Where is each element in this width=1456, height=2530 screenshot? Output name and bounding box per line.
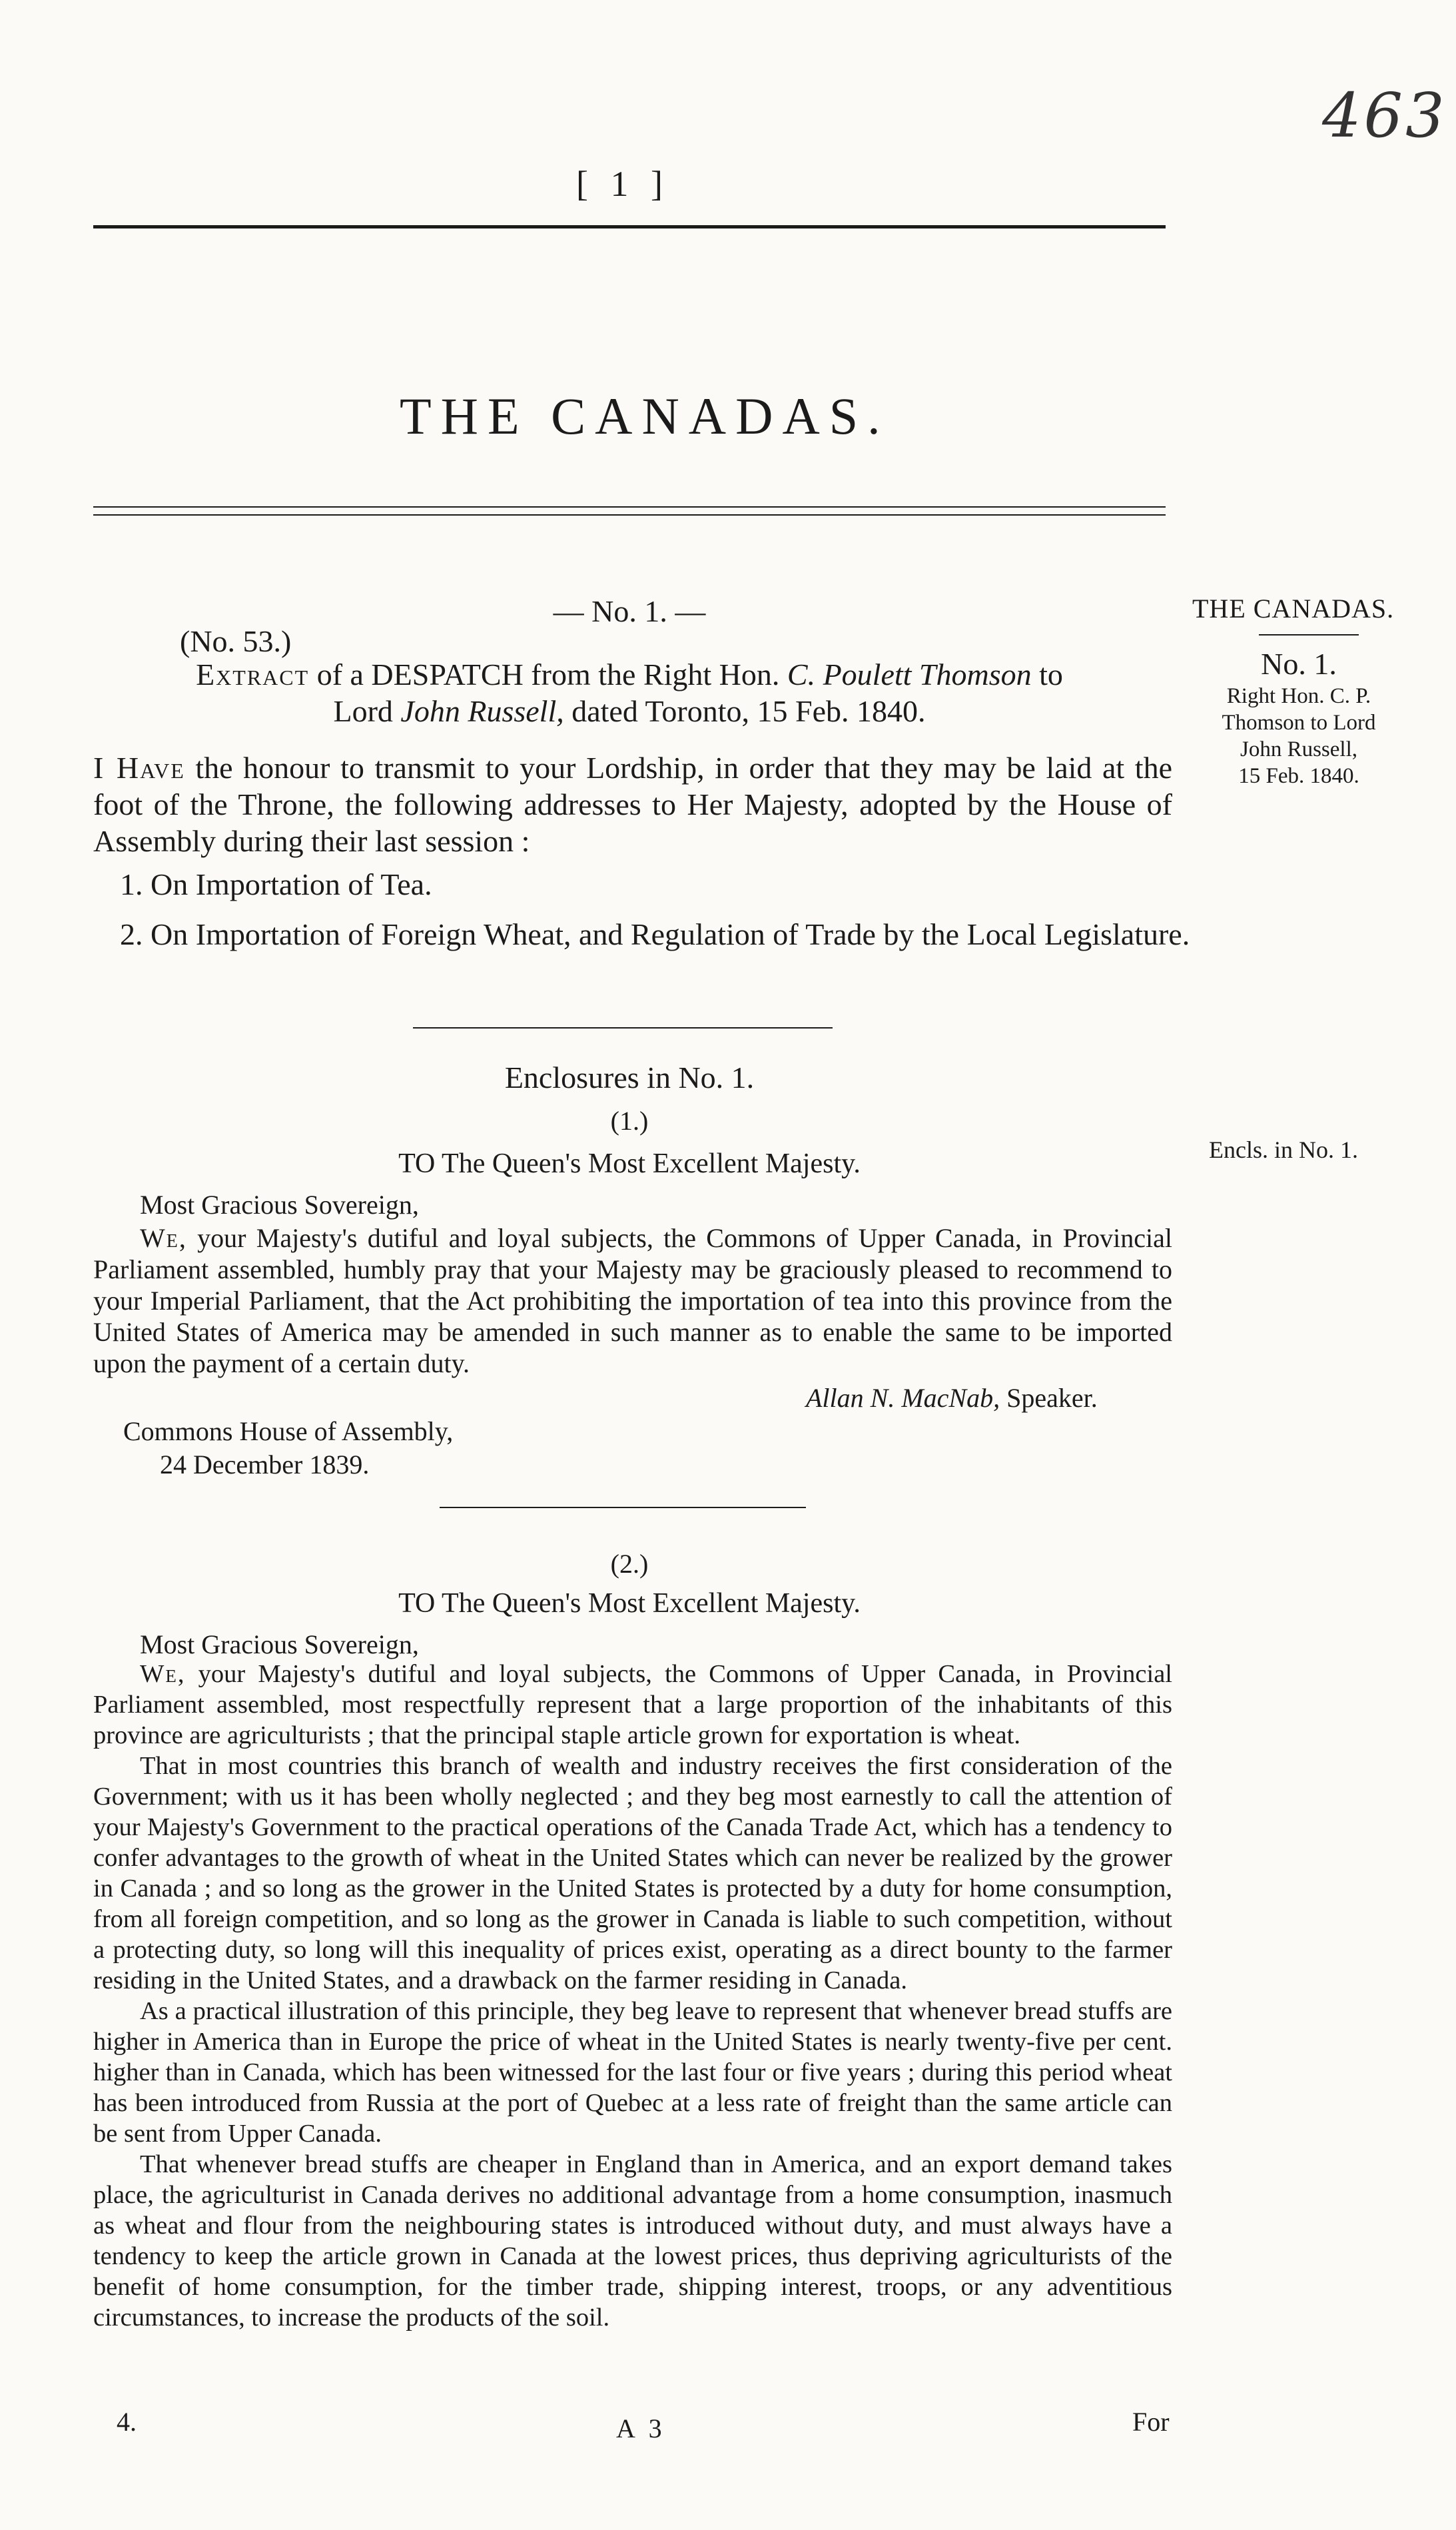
despatch-item: 1. On Importation of Tea. xyxy=(120,867,432,901)
enclosure-1-salutation: Most Gracious Sovereign, xyxy=(140,1190,419,1220)
heading-text: dated Toronto, 15 Feb. 1840. xyxy=(563,694,926,728)
enclosure-2-body xyxy=(93,1659,1172,2333)
despatch-number: — No. 1. — xyxy=(553,594,706,628)
despatch-heading xyxy=(93,656,1166,729)
section-rule xyxy=(413,1027,833,1029)
margin-enclosures: Encls. in No. 1. xyxy=(1209,1136,1358,1163)
margin-note xyxy=(1179,683,1419,789)
enclosure-2-paragraph xyxy=(93,1659,1172,1751)
enclosure-1-body xyxy=(93,1222,1172,1379)
margin-note-line: Thomson to Lord xyxy=(1222,711,1376,735)
enclosure-1-date: 24 December 1839. xyxy=(160,1450,370,1479)
enclosure-1-address: TO The Queen's Most Excellent Majesty. xyxy=(398,1148,861,1179)
despatch-paragraph xyxy=(93,749,1172,859)
enclosure-1-place: Commons House of Assembly, xyxy=(123,1416,454,1446)
signature-mark: A 3 xyxy=(616,2413,666,2443)
margin-no: No. 1. xyxy=(1261,647,1337,681)
folio: [ 1 ] xyxy=(576,164,669,204)
heading-name: John Russell, xyxy=(400,694,564,728)
despatch-reference: (No. 53.) xyxy=(180,624,292,658)
enclosures-heading: Enclosures in No. 1. xyxy=(504,1060,755,1094)
heading-text: Lord xyxy=(333,694,401,728)
margin-note-line: John Russell, xyxy=(1240,737,1358,761)
we-word: We, xyxy=(140,1223,187,1253)
catchword: For xyxy=(1132,2407,1170,2437)
paragraph-text: the honour to transmit to your Lordship, in order that they may be laid at the foot of the Throne, the following addresses to Her Majesty, adopted by the House of Assembly during their last session : xyxy=(93,751,1172,858)
enclosure-1-signature xyxy=(806,1382,1098,1414)
enclosure-2-paragraph: That whenever bread stuffs are cheaper in England than in America, and an export demand takes place, the agriculturist in Canada derives no additional advantage from a home consumption, inasmuch as wheat and flour from the neighbouring states is introduced without duty, and must always have a tendency to keep the article grown in Canada at the lowest prices, thus depriving agriculturists of the benefit of home consumption, for the timber trade, shipping interest, troops, or any adventitious circumstances, to increase the products of the soil. xyxy=(93,2150,1172,2331)
enclosure-2-paragraph: That in most countries this branch of wealth and industry receives the first consideration of the Government; with us it has been wholly neglected ; and they beg most earnestly to call the attention of your Majesty's Government to the practical operations of the Canada Trade Act, which has a tendency to confer advantages to the growth of wheat in the United States which can never be realized by the grower in Canada ; and so long as the grower in the United States is protected by a duty for home consumption, from all foreign competition, and so long as the grower in Canada is liable to such competition, without a protecting duty, so long will this inequality of prices exist, operating as a direct bounty to the farmer residing in the United States, and a drawback on the farmer residing in Canada. xyxy=(93,1752,1172,1994)
enclosure-2-salutation: Most Gracious Sovereign, xyxy=(140,1629,419,1659)
extract-word: Extract xyxy=(196,657,310,691)
footer-number: 4. xyxy=(117,2407,137,2437)
header-rule xyxy=(93,225,1166,228)
enclosure-1-text: your Majesty's dutiful and loyal subjects, the Commons of Upper Canada, in Provincial Parliament assembled, humbly pray that your Majesty may be graciously pleased to recommend to your Imperial Parliament, that the Act prohibiting the importation of tea into this province from the United States of America may be amended in such manner as to enable the same to be imported upon the payment of a certain duty. xyxy=(93,1223,1172,1378)
margin-note-line: Right Hon. C. P. xyxy=(1226,684,1371,708)
signature-title: Speaker. xyxy=(1000,1383,1098,1413)
enclosure-2-address: TO The Queen's Most Excellent Majesty. xyxy=(398,1588,861,1619)
heading-name: C. Poulett Thomson xyxy=(787,657,1032,691)
we-word: We, xyxy=(140,1660,186,1688)
heading-text: to xyxy=(1031,657,1063,691)
paragraph-text: your Majesty's dutiful and loyal subjects, the Commons of Upper Canada, in Provincial Parliament assembled, most respectfully represent that a large proportion of the inhabitants of this province are agriculturists ; that the principal staple article grown for exportation is wheat. xyxy=(93,1660,1172,1749)
have-word: I Have xyxy=(93,751,185,785)
despatch-item: 2. On Importation of Foreign Wheat, and Regulation of Trade by the Local Legislature. xyxy=(120,917,1190,951)
margin-heading: THE CANADAS. xyxy=(1192,594,1395,624)
title-rule-top xyxy=(93,506,1166,508)
margin-note-line: 15 Feb. 1840. xyxy=(1238,764,1359,788)
enclosure-1-number: (1.) xyxy=(610,1106,649,1136)
enclosure-2-number: (2.) xyxy=(610,1549,649,1579)
handwritten-page-number: 463 xyxy=(1322,80,1447,151)
margin-rule xyxy=(1259,634,1359,635)
page-title: THE CANADAS. xyxy=(400,387,890,445)
heading-text: of a DESPATCH from the Right Hon. xyxy=(309,657,787,691)
section-rule xyxy=(440,1507,806,1508)
signature-name: Allan N. MacNab, xyxy=(806,1383,1000,1413)
enclosure-2-paragraph: As a practical illustration of this principle, they beg leave to represent that whenever bread stuffs are higher in America than in Europe the price of wheat in the United States is nearly twenty-five per cent. higher than in Canada, which has been witnessed for the last four or five years ; during this period wheat has been introduced from Russia at the port of Quebec at a less rate of freight than the same article can be sent from Upper Canada. xyxy=(93,1997,1172,2148)
title-rule-bottom xyxy=(93,514,1166,516)
